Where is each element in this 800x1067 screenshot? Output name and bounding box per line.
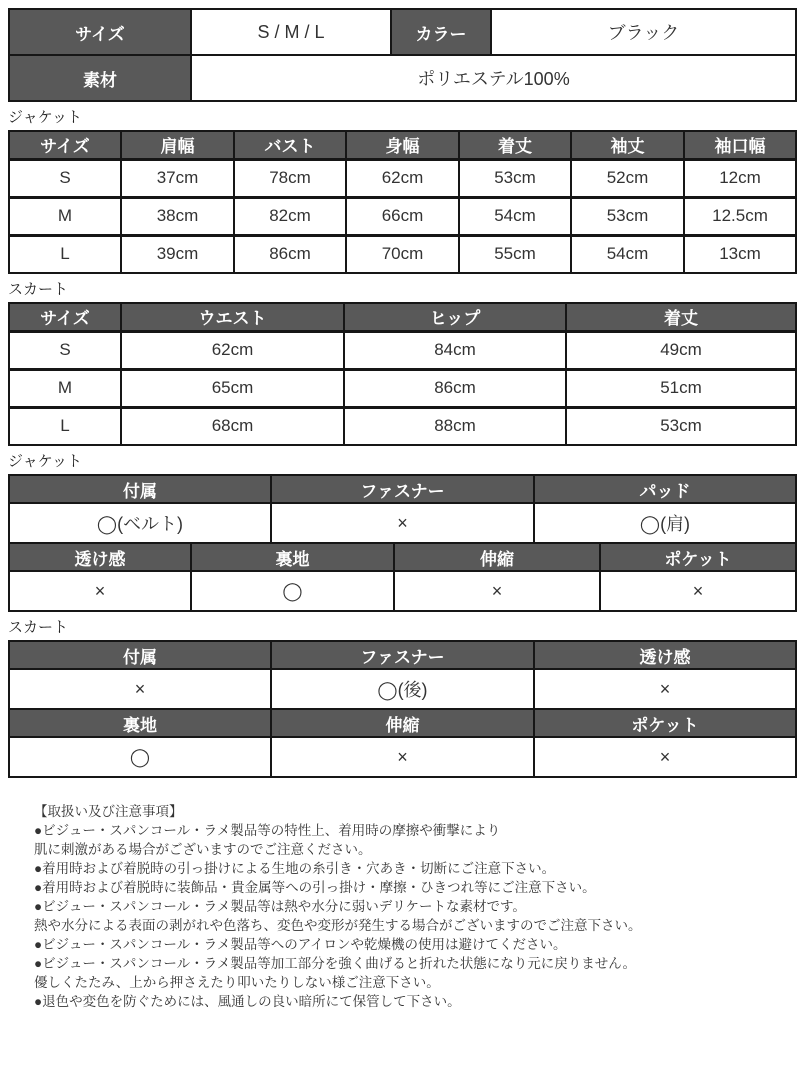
- cell: ◯(肩): [534, 503, 796, 543]
- table-row: [9, 331, 796, 369]
- table-row: [9, 235, 796, 273]
- column-header: サイズ: [9, 131, 121, 159]
- header-row: [9, 475, 796, 503]
- care-note-line: 肌に刺激がある場合がございますのでご注意ください。: [34, 842, 372, 857]
- column-header: ファスナー: [271, 641, 534, 669]
- summary-table: [8, 8, 797, 102]
- cell: 52cm: [571, 159, 684, 197]
- cell: 86cm: [234, 235, 346, 273]
- cell: ×: [534, 669, 796, 709]
- cell: M: [9, 197, 121, 235]
- cell: M: [9, 369, 121, 407]
- column-header: 透け感: [9, 543, 191, 571]
- table-row: [9, 737, 796, 777]
- color-value-cell: ブラック: [491, 9, 796, 55]
- cell: 49cm: [566, 331, 796, 369]
- cell: 37cm: [121, 159, 234, 197]
- cell: 70cm: [346, 235, 459, 273]
- header-row: [9, 543, 796, 571]
- care-note-line: ●ビジュー・スパンコール・ラメ製品等の特性上、着用時の摩擦や衝撃により: [34, 823, 501, 838]
- jacket-size-table: [8, 130, 797, 274]
- care-note-line: ●着用時および着脱時の引っ掛けによる生地の糸引き・穴あき・切断にご注意下さい。: [34, 861, 556, 876]
- material-label-cell: 素材: [9, 55, 191, 101]
- care-notes: [8, 802, 795, 1011]
- cell: L: [9, 235, 121, 273]
- cell: 55cm: [459, 235, 571, 273]
- column-header: 付属: [9, 475, 271, 503]
- cell: ×: [9, 571, 191, 611]
- cell: L: [9, 407, 121, 445]
- cell: 53cm: [571, 197, 684, 235]
- cell: 84cm: [344, 331, 566, 369]
- cell: ×: [600, 571, 796, 611]
- size-label-cell: サイズ: [9, 9, 191, 55]
- care-note-line: ●着用時および着脱時に装飾品・貴金属等への引っ掛け・摩擦・ひきつれ等にご注意下さい。: [34, 880, 596, 895]
- section-label-jacket-features: ジャケット: [8, 453, 82, 470]
- jacket-features-table-lower: [8, 542, 797, 612]
- cell: 39cm: [121, 235, 234, 273]
- table-row: [9, 369, 796, 407]
- cell: ◯: [191, 571, 394, 611]
- column-header: ファスナー: [271, 475, 534, 503]
- table-row: [9, 407, 796, 445]
- column-header: 透け感: [534, 641, 796, 669]
- section-label-skirt-features: スカート: [8, 619, 69, 636]
- cell: S: [9, 331, 121, 369]
- column-header: 袖丈: [571, 131, 684, 159]
- cell: ×: [271, 503, 534, 543]
- care-note-line: ●ビジュー・スパンコール・ラメ製品等は熱や水分に弱いデリケートな素材です。: [34, 899, 526, 914]
- cell: 12cm: [684, 159, 796, 197]
- care-note-line: ●退色や変色を防ぐためには、風通しの良い暗所にて保管して下さい。: [34, 994, 461, 1009]
- cell: 62cm: [121, 331, 344, 369]
- column-header: 袖口幅: [684, 131, 796, 159]
- care-note-line: 熱や水分による表面の剥がれや色落ち、変色や変形が発生する場合がございますのでご注意下さい。: [34, 918, 642, 933]
- skirt-features-table-upper: [8, 640, 797, 710]
- jacket-features-table-upper: [8, 474, 797, 544]
- table-row: [9, 9, 796, 55]
- cell: ×: [9, 669, 271, 709]
- skirt-features-table-lower: [8, 708, 797, 778]
- cell: 66cm: [346, 197, 459, 235]
- column-header: 裏地: [191, 543, 394, 571]
- column-header: 着丈: [566, 303, 796, 331]
- material-value-cell: ポリエステル100%: [191, 55, 796, 101]
- cell: 82cm: [234, 197, 346, 235]
- cell: ◯(後): [271, 669, 534, 709]
- column-header: 伸縮: [271, 709, 534, 737]
- cell: S: [9, 159, 121, 197]
- cell: 13cm: [684, 235, 796, 273]
- section-label-jacket-size: ジャケット: [8, 109, 82, 126]
- care-note-line: ●ビジュー・スパンコール・ラメ製品等へのアイロンや乾燥機の使用は避けてください。: [34, 937, 567, 952]
- care-note-line: ●ビジュー・スパンコール・ラメ製品等加工部分を強く曲げると折れた状態になり元に戻りません。: [34, 956, 637, 971]
- column-header: サイズ: [9, 303, 121, 331]
- color-label-cell: カラー: [391, 9, 491, 55]
- cell: 54cm: [459, 197, 571, 235]
- column-header: 着丈: [459, 131, 571, 159]
- column-header: 身幅: [346, 131, 459, 159]
- cell: 53cm: [459, 159, 571, 197]
- care-note-line: 優しくたたみ、上から押さえたり叩いたりしない様ご注意下さい。: [34, 975, 440, 990]
- cell: 54cm: [571, 235, 684, 273]
- cell: 53cm: [566, 407, 796, 445]
- column-header: 付属: [9, 641, 271, 669]
- cell: ×: [271, 737, 534, 777]
- cell: 38cm: [121, 197, 234, 235]
- cell: ◯: [9, 737, 271, 777]
- column-header: ウエスト: [121, 303, 344, 331]
- table-row: [9, 669, 796, 709]
- size-value-cell: S / M / L: [191, 9, 391, 55]
- header-row: [9, 131, 796, 159]
- column-header: ポケット: [534, 709, 796, 737]
- column-header: バスト: [234, 131, 346, 159]
- cell: 12.5cm: [684, 197, 796, 235]
- cell: 86cm: [344, 369, 566, 407]
- cell: 68cm: [121, 407, 344, 445]
- table-row: [9, 503, 796, 543]
- care-notes-title: 【取扱い及び注意事項】: [34, 804, 183, 819]
- cell: ×: [394, 571, 600, 611]
- column-header: ヒップ: [344, 303, 566, 331]
- cell: 62cm: [346, 159, 459, 197]
- skirt-size-table: [8, 302, 797, 446]
- column-header: 裏地: [9, 709, 271, 737]
- cell: 78cm: [234, 159, 346, 197]
- cell: 65cm: [121, 369, 344, 407]
- table-row: [9, 55, 796, 101]
- table-row: [9, 571, 796, 611]
- header-row: [9, 709, 796, 737]
- column-header: パッド: [534, 475, 796, 503]
- section-label-skirt-size: スカート: [8, 281, 69, 298]
- cell: ◯(ベルト): [9, 503, 271, 543]
- header-row: [9, 303, 796, 331]
- column-header: 伸縮: [394, 543, 600, 571]
- cell: 88cm: [344, 407, 566, 445]
- column-header: 肩幅: [121, 131, 234, 159]
- table-row: [9, 197, 796, 235]
- column-header: ポケット: [600, 543, 796, 571]
- header-row: [9, 641, 796, 669]
- table-row: [9, 159, 796, 197]
- cell: 51cm: [566, 369, 796, 407]
- cell: ×: [534, 737, 796, 777]
